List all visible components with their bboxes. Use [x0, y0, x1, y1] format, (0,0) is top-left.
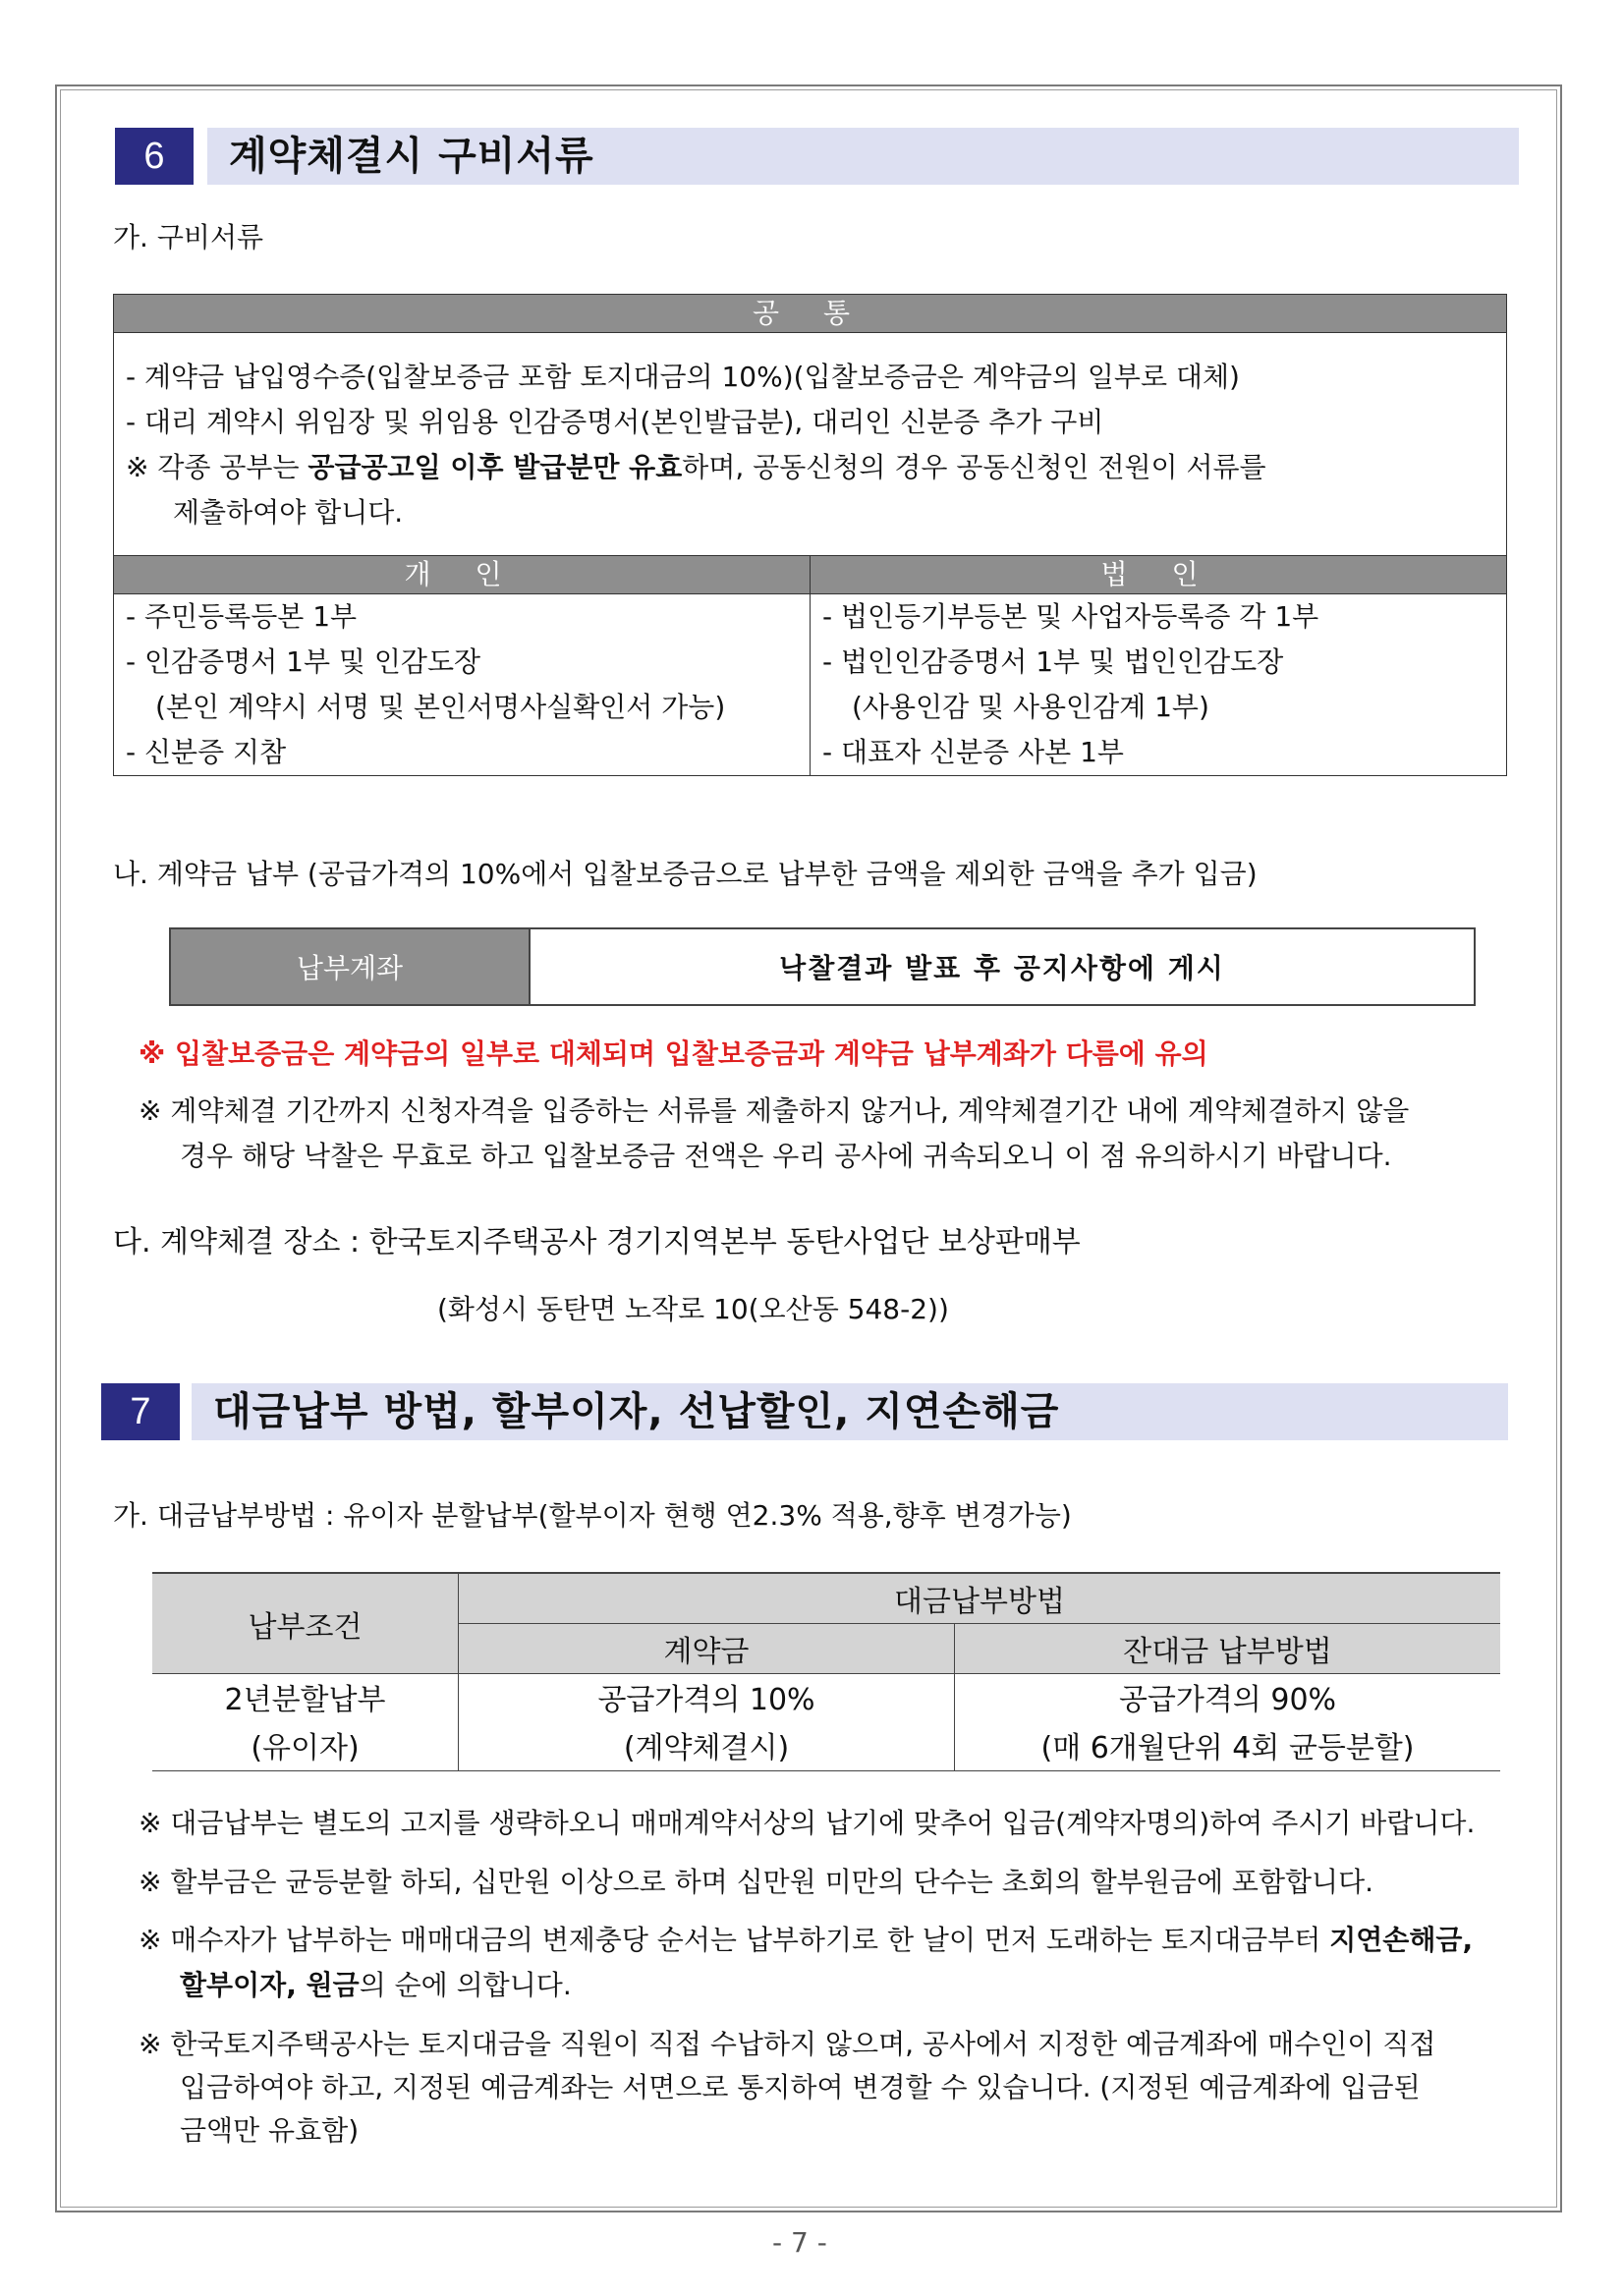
deposit-header: 계약금: [459, 1624, 955, 1674]
subsection-6a-title: 가. 구비서류: [113, 221, 264, 253]
condition-cell-sub: (유이자): [152, 1719, 459, 1771]
individual-item: - 신분증 지참: [126, 736, 287, 768]
subsection-6c-title: 다. 계약체결 장소 : 한국토지주택공사 경기지역본부 동탄사업단 보상판매부: [113, 1225, 1081, 1260]
payment-account-value: 낙찰결과 발표 후 공지사항에 게시: [530, 928, 1475, 1005]
individual-item: - 주민등록등본 1부: [126, 600, 358, 633]
page-number: - 7 -: [772, 2226, 827, 2259]
deposit-cell: 공급가격의 10%: [459, 1674, 955, 1720]
common-header: 공 통: [114, 295, 1507, 333]
corporate-item: - 법인등기부등본 및 사업자등록증 각 1부: [822, 600, 1319, 633]
corporate-cell: [811, 594, 1507, 776]
payment-note-4-end: 금액만 유효함): [180, 2114, 360, 2147]
section-6-number: 6: [115, 128, 194, 185]
payment-account-table: [169, 927, 1476, 1006]
contract-address: (화성시 동탄면 노작로 10(오산동 548-2)): [437, 1293, 949, 1325]
payment-account-label: 납부계좌: [170, 928, 530, 1005]
common-note-cont: 제출하여야 합니다.: [173, 496, 404, 529]
individual-header: 개 인: [114, 556, 811, 594]
section-7-title: 대금납부 방법, 할부이자, 선납할인, 지연손해금: [192, 1383, 1508, 1440]
payment-note-3: ※ 매수자가 납부하는 매매대금의 변제충당 순서는 납부하기로 한 날이 먼저 도래하는 토지대금부터 지연손해금,: [139, 1924, 1474, 1956]
contract-note-line-1: ※ 계약체결 기간까지 신청자격을 입증하는 서류를 제출하지 않거나, 계약체결기간 내에 계약체결하지 않을: [139, 1094, 1410, 1127]
individual-cell: [114, 594, 811, 776]
individual-item: - 인감증명서 1부 및 인감도장: [126, 645, 481, 678]
section-6-title: 계약체결시 구비서류: [207, 128, 1519, 185]
contract-note-line-2: 경우 해당 낙찰은 무효로 하고 입찰보증금 전액은 우리 공사에 귀속되오니 이 점 유의하시기 바랍니다.: [180, 1140, 1392, 1172]
corporate-item: - 대표자 신분증 사본 1부: [822, 736, 1124, 768]
balance-cell-sub: (매 6개월단위 4회 균등분할): [955, 1719, 1501, 1771]
payment-method-header: 대금납부방법: [459, 1573, 1501, 1624]
required-documents-table: [113, 294, 1507, 776]
corporate-header: 법 인: [811, 556, 1507, 594]
section-7-number: 7: [101, 1383, 180, 1440]
deposit-cell-sub: (계약체결시): [459, 1719, 955, 1771]
payment-note-2: ※ 할부금은 균등분할 하되, 십만원 이상으로 하며 십만원 미만의 단수는 초회의 할부원금에 포함합니다.: [139, 1866, 1374, 1898]
deposit-warning: ※ 입찰보증금은 계약금의 일부로 대체되며 입찰보증금과 계약금 납부계좌가 다름에 유의: [139, 1037, 1208, 1070]
payment-method-table: [152, 1572, 1500, 1771]
condition-header: 납부조건: [152, 1573, 459, 1674]
common-note: ※ 각종 공부는 공급공고일 이후 발급분만 유효하며, 공동신청의 경우 공동신청인 전원이 서류를: [126, 451, 1266, 483]
payment-note-1: ※ 대금납부는 별도의 고지를 생략하오니 매매계약서상의 납기에 맞추어 입금(계약자명의)하여 주시기 바랍니다.: [139, 1807, 1476, 1839]
common-line-2: - 대리 계약시 위임장 및 위임용 인감증명서(본인발급분), 대리인 신분증 추가 구비: [126, 406, 1104, 438]
payment-note-3-cont: 할부이자, 원금의 순에 의합니다.: [180, 1969, 572, 2001]
balance-header: 잔대금 납부방법: [955, 1624, 1501, 1674]
subsection-6b-title: 나. 계약금 납부 (공급가격의 10%에서 입찰보증금으로 납부한 금액을 제외한 금액을 추가 입금): [113, 858, 1258, 890]
common-cell: [114, 333, 1507, 556]
subsection-7a-title: 가. 대금납부방법 : 유이자 분할납부(할부이자 현행 연2.3% 적용,향후 변경가능): [113, 1499, 1072, 1532]
condition-cell: 2년분할납부: [224, 1683, 386, 1717]
payment-note-4: ※ 한국토지주택공사는 토지대금을 직원이 직접 수납하지 않으며, 공사에서 지정한 예금계좌에 매수인이 직접: [139, 2028, 1436, 2060]
corporate-item: (사용인감 및 사용인감계 1부): [852, 691, 1209, 723]
payment-note-4-cont: 입금하여야 하고, 지정된 예금계좌는 서면으로 통지하여 변경할 수 있습니다. (지정된 예금계좌에 입금된: [180, 2071, 1421, 2103]
common-line-1: - 계약금 납입영수증(입찰보증금 포함 토지대금의 10%)(입찰보증금은 계약금의 일부로 대체): [126, 361, 1240, 393]
individual-item: (본인 계약시 서명 및 본인서명사실확인서 가능): [155, 691, 726, 723]
corporate-item: - 법인인감증명서 1부 및 법인인감도장: [822, 645, 1284, 678]
balance-cell: 공급가격의 90%: [955, 1674, 1501, 1720]
